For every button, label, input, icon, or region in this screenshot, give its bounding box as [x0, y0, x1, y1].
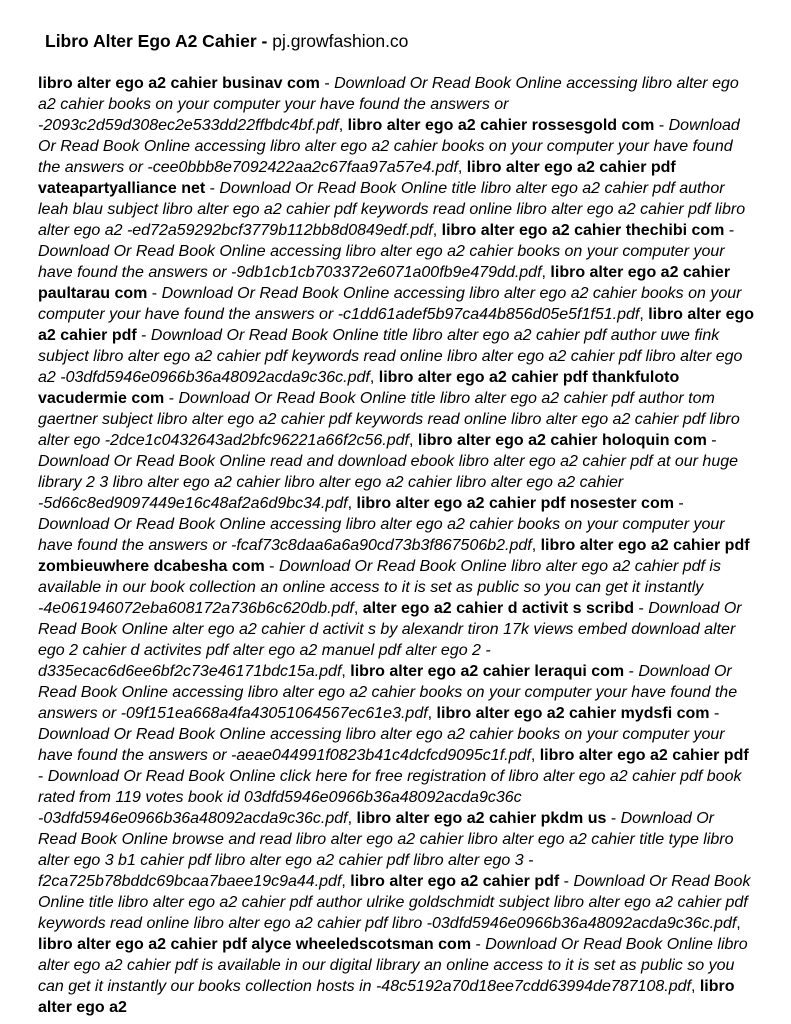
- entry-name: libro alter ego a2 cahier pdf: [350, 873, 560, 890]
- entry-name: libro alter ego a2: [38, 978, 735, 1016]
- entry-description: Download Or Read Book Online alter ego a2 cahier d activit s by alexandr tiron 17k views embed download alter ego 2 cahier d activites pdf alter ego a2 manuel pdf alter ego 2 -d335ecac6d6ee6bf2c73e46171bdc15a.pdf: [38, 600, 742, 680]
- entry-name: libro alter ego a2 cahier leraqui com: [350, 663, 625, 680]
- entry-name: libro alter ego a2 cahier pdf vateapartyalliance net: [38, 159, 676, 197]
- entry-description: Download Or Read Book Online accessing libro alter ego a2 cahier books on your computer your have found the answers or -aeae044991f0823b41c4dcfcd9095c1f.pdf: [38, 726, 725, 764]
- entry-description: Download Or Read Book Online title libro alter ego a2 cahier pdf author ulrike goldschmidt subject libro alter ego a2 cahier pdf keywords read online libro alter ego a2 cahier pdf libro -03dfd5946e0966b36a48092acda9c36c.pdf: [38, 873, 751, 932]
- entry-name: libro alter ego a2 cahier pkdm us: [356, 810, 607, 827]
- entry-separator: ,: [457, 159, 467, 176]
- entry-separator: ,: [531, 537, 541, 554]
- entry-separator: ,: [736, 915, 741, 932]
- name-desc-separator: -: [706, 432, 717, 449]
- name-desc-separator: -: [264, 558, 279, 575]
- entry-separator: ,: [341, 663, 351, 680]
- name-desc-separator: -: [709, 705, 720, 722]
- name-desc-separator: -: [634, 600, 649, 617]
- entry-name: libro alter ego a2 cahier rossesgold com: [347, 117, 655, 134]
- name-desc-separator: -: [624, 663, 639, 680]
- entry-description: Download Or Read Book Online read and download ebook libro alter ego a2 cahier pdf at our huge library 2 3 libro alter ego a2 cahier libro alter ego a2 cahier libro alter ego a2 cahier -5d66c8ed9097449e16c48af2a6d9bc34.pdf: [38, 453, 739, 512]
- entry-description: Download Or Read Book Online title libro alter ego a2 cahier pdf author uwe fink subject libro alter ego a2 cahier pdf keywords read online libro alter ego a2 cahier pdf libro alter ego a2 -03dfd5946e0966b36a48092acda9c36c.pdf: [38, 327, 743, 386]
- entry-name: libro alter ego a2 cahier mydsfi com: [436, 705, 710, 722]
- name-desc-separator: -: [136, 327, 151, 344]
- entry-name: libro alter ego a2 cahier pdf alyce wheeledscotsman com: [38, 936, 472, 953]
- entry-description: Download Or Read Book Online accessing libro alter ego a2 cahier books on your computer your have found the answers or -9db1cb1cb703372e6071a00fb9e479dd.pdf: [38, 243, 725, 281]
- entry-description: Download Or Read Book Online title libro alter ego a2 cahier pdf author leah blau subject libro alter ego a2 cahier pdf keywords read online libro alter ego a2 cahier pdf libro alter ego a2 -ed72a59292bcf3779b112bb8d0849edf.pdf: [38, 180, 746, 239]
- name-desc-separator: -: [724, 222, 735, 239]
- entry-separator: ,: [347, 495, 357, 512]
- entry-separator: ,: [541, 264, 551, 281]
- entry-separator: ,: [432, 222, 442, 239]
- name-desc-separator: -: [673, 495, 684, 512]
- entry-separator: ,: [639, 306, 649, 323]
- entry-separator: ,: [427, 705, 437, 722]
- entry-separator: ,: [347, 810, 357, 827]
- entry-name: libro alter ego a2 cahier holoquin com: [417, 432, 707, 449]
- entry-name: libro alter ego a2 cahier thechibi com: [441, 222, 725, 239]
- name-desc-separator: -: [147, 285, 162, 302]
- entry-separator: ,: [341, 873, 351, 890]
- entry-name: alter ego a2 cahier d activit s scribd: [362, 600, 634, 617]
- name-desc-separator: -: [654, 117, 669, 134]
- page-title: [45, 30, 755, 52]
- entry-separator: ,: [353, 600, 363, 617]
- entry-description: Download Or Read Book Online browse and read libro alter ego a2 cahier libro alter ego a2 cahier title type libro alter ego 3 b1 cahier pdf libro alter ego a2 cahier pdf libro alter ego 3 -f2ca725b78bddc69bcaa7baee19c9a44.pdf: [38, 810, 734, 890]
- entry-name: libro alter ego a2 cahier pdf zombieuwhere dcabesha com: [38, 537, 750, 575]
- document-body: [38, 73, 755, 1018]
- name-desc-separator: -: [559, 873, 574, 890]
- entry-separator: ,: [530, 747, 540, 764]
- page-title-site: pj.growfashion.co: [272, 31, 409, 51]
- entry-description: Download Or Read Book Online accessing libro alter ego a2 cahier books on your computer your have found the answers or -c1dd61adef5b97ca44b856d05e5f1f51.pdf: [38, 285, 742, 323]
- entry-name: libro alter ego a2 cahier pdf nosester com: [356, 495, 674, 512]
- entry-description: Download Or Read Book Online libro alter ego a2 cahier pdf is available in our digital library an online access to it is set as public so you can get it instantly our books collection hosts in -48c5192a70d18ee7cdd63994de787108.pdf: [38, 936, 748, 995]
- entry-description: Download Or Read Book Online accessing libro alter ego a2 cahier books on your computer your have found the answers or -fcaf73c8daa6a6a90cd73b3f867506b2.pdf: [38, 516, 725, 554]
- name-desc-separator: -: [471, 936, 486, 953]
- entry-name: libro alter ego a2 cahier pdf: [539, 747, 749, 764]
- page-title-separator: -: [256, 31, 273, 51]
- entry-description: Download Or Read Book Online title libro alter ego a2 cahier pdf author tom gaertner subject libro alter ego a2 cahier pdf keywords read online libro alter ego a2 cahier pdf libro alter ego -2dce1c0432643ad2bfc96221a66f2c56.pdf: [38, 390, 740, 449]
- name-desc-separator: -: [319, 75, 335, 92]
- entry-name: libro alter ego a2 cahier paultarau com: [38, 264, 731, 302]
- page-title-book: Libro Alter Ego A2 Cahier: [45, 31, 257, 51]
- entry-separator: ,: [690, 978, 700, 995]
- name-desc-separator: -: [606, 810, 621, 827]
- name-desc-separator: -: [205, 180, 220, 197]
- entry-name: libro alter ego a2 cahier pdf: [38, 306, 755, 344]
- entry-name: libro alter ego a2 cahier businav com: [38, 75, 320, 92]
- entry-separator: ,: [408, 432, 418, 449]
- entry-separator: ,: [338, 117, 348, 134]
- entry-description: Download Or Read Book Online click here for free registration of libro alter ego a2 cahier pdf book rated from 119 votes book id 03dfd5946e0966b36a48092acda9c36c -03dfd5946e0966b36a48092acda9c36c.pdf: [38, 768, 742, 827]
- entry-name: libro alter ego a2 cahier pdf thankfuloto vacudermie com: [38, 369, 680, 407]
- entry-description: Download Or Read Book Online accessing libro alter ego a2 cahier books on your computer your have found the answers or -2093c2d59d308ec2e533dd22ffbdc4bf.pdf: [38, 75, 739, 134]
- name-desc-separator: -: [38, 768, 48, 785]
- name-desc-separator: -: [164, 390, 179, 407]
- entry-description: Download Or Read Book Online accessing libro alter ego a2 cahier books on your computer your have found the answers or -cee0bbb8e7092422aa2c67faa97a57e4.pdf: [38, 117, 740, 176]
- entry-description: Download Or Read Book Online libro alter ego a2 cahier pdf is available in our book collection an online access to it is set as public so you can get it instantly -4e061946072eba608172a736b6c620db.pdf: [38, 558, 721, 617]
- entry-separator: ,: [369, 369, 379, 386]
- entry-description: Download Or Read Book Online accessing libro alter ego a2 cahier books on your computer your have found the answers or -09f151ea668a4fa43051064567ec61e3.pdf: [38, 663, 738, 722]
